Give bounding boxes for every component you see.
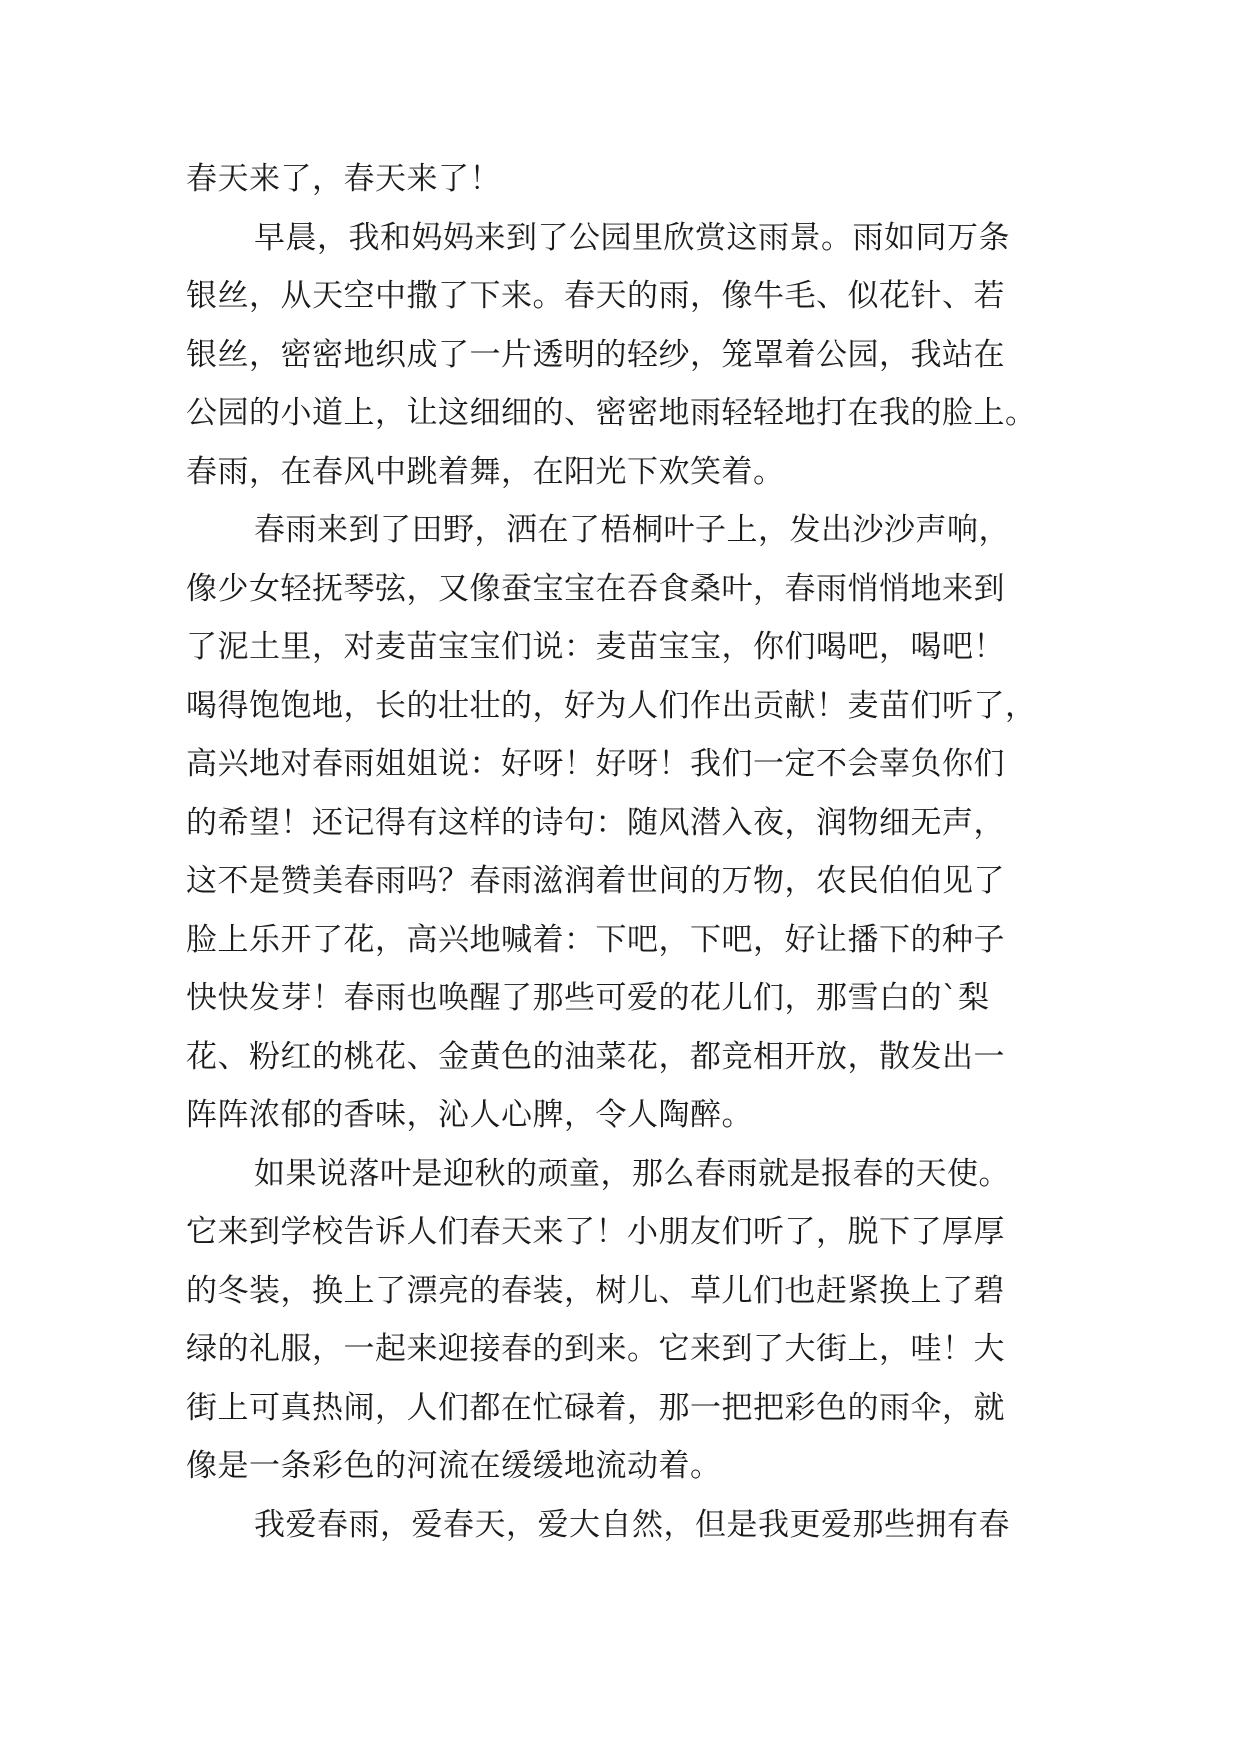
text-line: 我爱春雨，爱春天，爱大自然，但是我更爱那些拥有春 [254, 1506, 1010, 1543]
text-line: 阵阵浓郁的香味，沁人心脾，令人陶醉。 [186, 1097, 753, 1133]
text-line: 像少女轻抚琴弦，又像蚕宝宝在吞食桑叶，春雨悄悄地来到 [186, 570, 1005, 607]
text-line: 高兴地对春雨姐姐说：好呀！好呀！我们一定不会辜负你们 [186, 746, 1005, 782]
paragraph [186, 501, 1056, 1145]
text-line: 这不是赞美春雨吗？春雨滋润着世间的万物，农民伯伯见了 [186, 863, 1005, 899]
paragraph [186, 1145, 1056, 1496]
text-line: 春天来了，春天来了！ [186, 161, 501, 197]
paragraph [186, 1496, 1056, 1555]
paragraph [186, 150, 1056, 209]
paragraph [186, 209, 1056, 502]
text-line: 快快发芽！春雨也唤醒了那些可爱的花儿们，那雪白的`梨 [186, 980, 990, 1016]
text-line: 的冬装，换上了漂亮的春装，树儿、草儿们也赶紧换上了碧 [186, 1272, 1005, 1309]
text-line: 银丝，从天空中撒了下来。春天的雨，像牛毛、似花针、若 [186, 278, 1005, 314]
text-line: 公园的小道上，让这细细的、密密地雨轻轻地打在我的脸上。 [186, 395, 1037, 431]
text-line: 脸上乐开了花，高兴地喊着：下吧，下吧，好让播下的种子 [186, 921, 1005, 958]
text-line: 像是一条彩色的河流在缓缓地流动着。 [186, 1448, 722, 1484]
text-line: 春雨，在春风中跳着舞，在阳光下欢笑着。 [186, 453, 785, 490]
text-line: 它来到学校告诉人们春天来了！小朋友们听了，脱下了厚厚 [186, 1214, 1005, 1250]
text-line: 绿的礼服，一起来迎接春的到来。它来到了大街上，哇！大 [186, 1331, 1005, 1367]
text-line: 花、粉红的桃花、金黄色的油菜花，都竞相开放，散发出一 [186, 1038, 1005, 1075]
document-body [186, 150, 1056, 1554]
text-line: 如果说落叶是迎秋的顽童，那么春雨就是报春的天使。 [254, 1155, 1010, 1192]
text-line: 银丝，密密地织成了一片透明的轻纱，笼罩着公园，我站在 [186, 336, 1005, 373]
text-line: 了泥土里，对麦苗宝宝们说：麦苗宝宝，你们喝吧，喝吧！ [186, 629, 1005, 665]
text-line: 早晨，我和妈妈来到了公园里欣赏这雨景。雨如同万条 [254, 219, 1010, 256]
text-line: 街上可真热闹，人们都在忙碌着，那一把把彩色的雨伞，就 [186, 1389, 1005, 1426]
text-line: 春雨来到了田野，洒在了梧桐叶子上，发出沙沙声响， [254, 512, 1010, 548]
text-line: 的希望！还记得有这样的诗句：随风潜入夜，润物细无声， [186, 804, 1005, 841]
text-line: 喝得饱饱地，长的壮壮的，好为人们作出贡献！麦苗们听了， [186, 687, 1037, 724]
